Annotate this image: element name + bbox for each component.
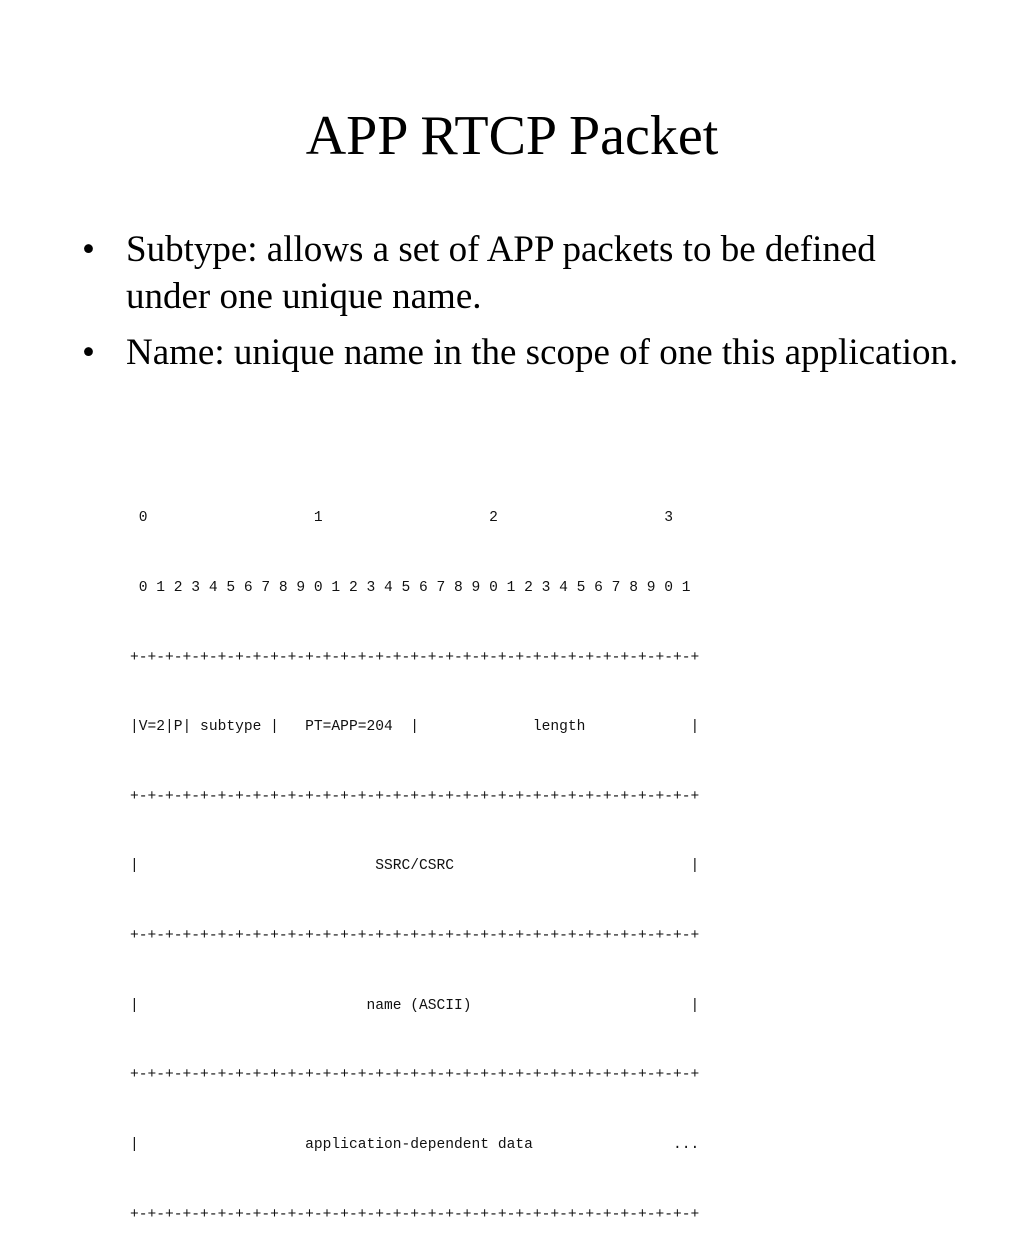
bullet-text-subtype: Subtype: allows a set of APP packets to be defined under one unique name. [126,229,876,317]
border-row: +-+-+-+-+-+-+-+-+-+-+-+-+-+-+-+-+-+-+-+-+-+-+-+-+-+-+-+-+-+-+-+-+ [130,1067,700,1084]
bullet-item [82,226,962,320]
bit-position-tens-row: 0 1 2 3 [130,510,673,527]
bit-position-units-row: 0 1 2 3 4 5 6 7 8 9 0 1 2 3 4 5 6 7 8 9 0 1 2 3 4 5 6 7 8 9 0 1 [130,580,691,597]
slide-title: APP RTCP Packet [305,105,719,167]
bullet-text-name: Name: unique name in the scope of one this application. [126,332,959,373]
bullet-item [82,329,962,376]
bullet-list [82,226,962,385]
border-row: +-+-+-+-+-+-+-+-+-+-+-+-+-+-+-+-+-+-+-+-+-+-+-+-+-+-+-+-+-+-+-+-+ [130,788,700,805]
bullet-marker: • [82,229,95,270]
border-row: +-+-+-+-+-+-+-+-+-+-+-+-+-+-+-+-+-+-+-+-+-+-+-+-+-+-+-+-+-+-+-+-+ [130,928,700,945]
name-ascii-row: | name (ASCII) | [130,997,700,1014]
border-row: +-+-+-+-+-+-+-+-+-+-+-+-+-+-+-+-+-+-+-+-+-+-+-+-+-+-+-+-+-+-+-+-+ [130,1206,700,1223]
border-row: +-+-+-+-+-+-+-+-+-+-+-+-+-+-+-+-+-+-+-+-+-+-+-+-+-+-+-+-+-+-+-+-+ [130,649,700,666]
bullet-marker: • [82,332,95,373]
header-fields-row: |V=2|P| subtype | PT=APP=204 | length | [130,719,700,736]
application-data-row: | application-dependent data ... [130,1136,700,1153]
app-packet-format-diagram [130,461,699,1250]
ssrc-csrc-row: | SSRC/CSRC | [130,858,700,875]
